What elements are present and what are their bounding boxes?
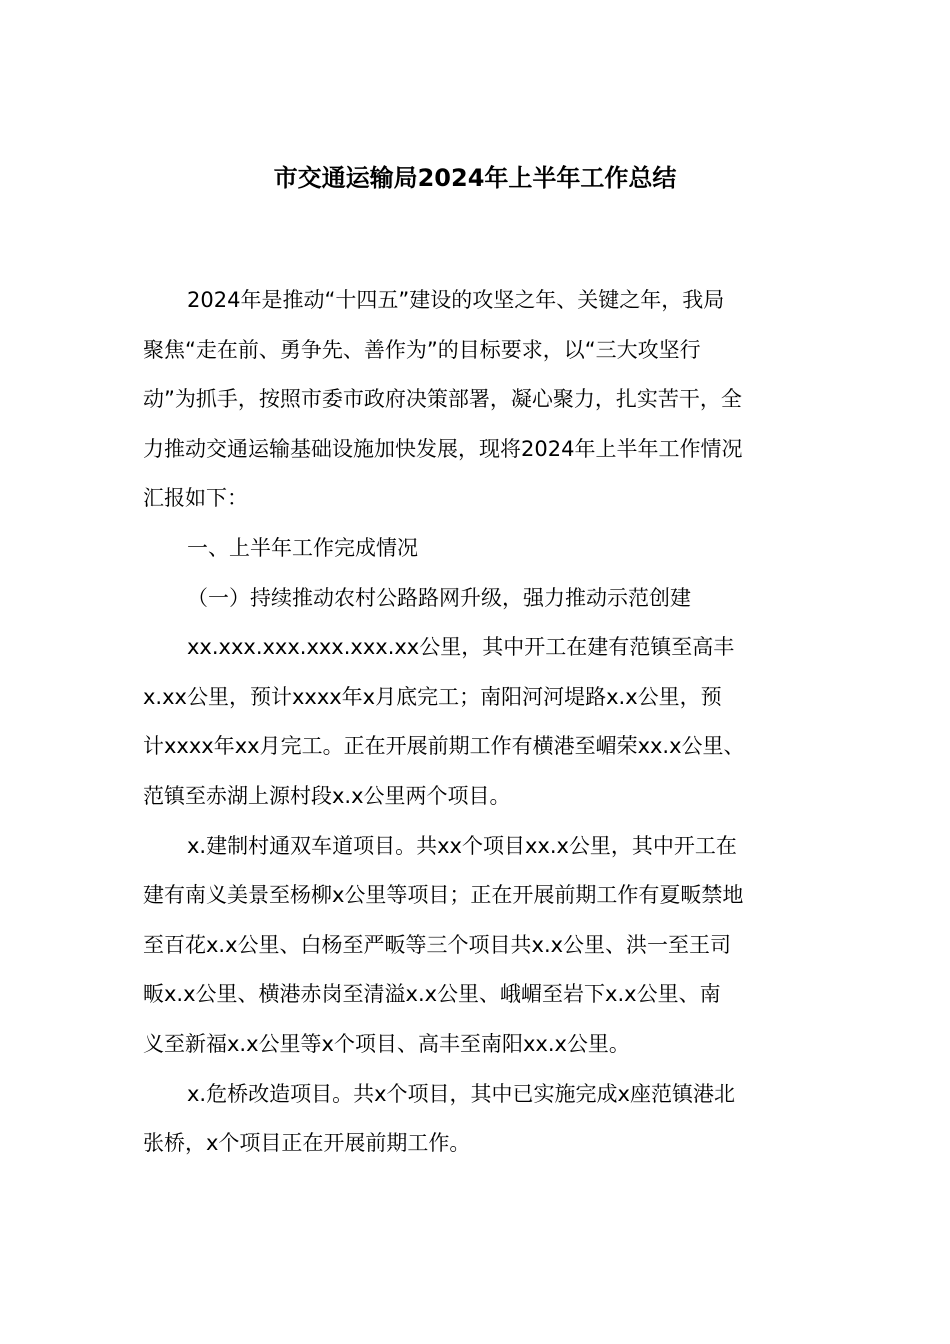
paragraph-intro-line-1: 2024年是推动“十四五”建设的攻坚之年、关键之年，我局: [187, 288, 725, 312]
section-heading: 一、上半年工作完成情况: [187, 535, 418, 560]
subsection-heading: （一）持续推动农村公路路网升级，强力推动示范创建: [187, 585, 691, 610]
paragraph-roads-line-3: 计xxxx年xx月完工。正在开展前期工作有横港至嵋荣xx.x公里、: [143, 734, 745, 759]
paragraph-bridge-line-2: 张桥，x个项目正在开展前期工作。: [143, 1131, 471, 1156]
paragraph-village-line-1: x.建制村通双车道项目。共xx个项目xx.x公里，其中开工在: [187, 833, 737, 858]
paragraph-roads-line-4: 范镇至赤湖上源村段x.x公里两个项目。: [143, 783, 511, 808]
paragraph-village-line-4: 畈x.x公里、横港赤岗至清溢x.x公里、峨嵋至岩下x.x公里、南: [143, 982, 721, 1007]
paragraph-bridge-line-1: x.危桥改造项目。共x个项目，其中已实施完成x座范镇港北: [187, 1081, 735, 1106]
paragraph-village-line-5: 义至新福x.x公里等x个项目、高丰至南阳xx.x公里。: [143, 1031, 630, 1056]
paragraph-intro-line-4: 力推动交通运输基础设施加快发展，现将2024年上半年工作情况: [143, 436, 743, 461]
paragraph-village-line-2: 建有南义美景至杨柳x公里等项目；正在开展前期工作有夏畈禁地: [143, 883, 744, 908]
paragraph-roads-line-1: xx.xxx.xxx.xxx.xxx.xx公里，其中开工在建有范镇至高丰: [187, 635, 735, 660]
paragraph-intro-line-5: 汇报如下：: [143, 486, 248, 511]
paragraph-roads-line-2: x.xx公里，预计xxxx年x月底完工；南阳河河堤路x.x公里，预: [143, 684, 722, 709]
paragraph-intro-line-3: 动”为抓手，按照市委市政府决策部署，凝心聚力，扎实苦干，全: [143, 387, 742, 412]
paragraph-village-line-3: 至百花x.x公里、白杨至严畈等三个项目共x.x公里、洪一至王司: [143, 932, 732, 957]
document-body: [143, 276, 823, 1169]
document-title: 市交通运输局2024年上半年工作总结: [273, 164, 677, 192]
paragraph-intro-line-2: 聚焦“走在前、勇争先、善作为”的目标要求，以“三大攻坚行: [143, 337, 701, 362]
